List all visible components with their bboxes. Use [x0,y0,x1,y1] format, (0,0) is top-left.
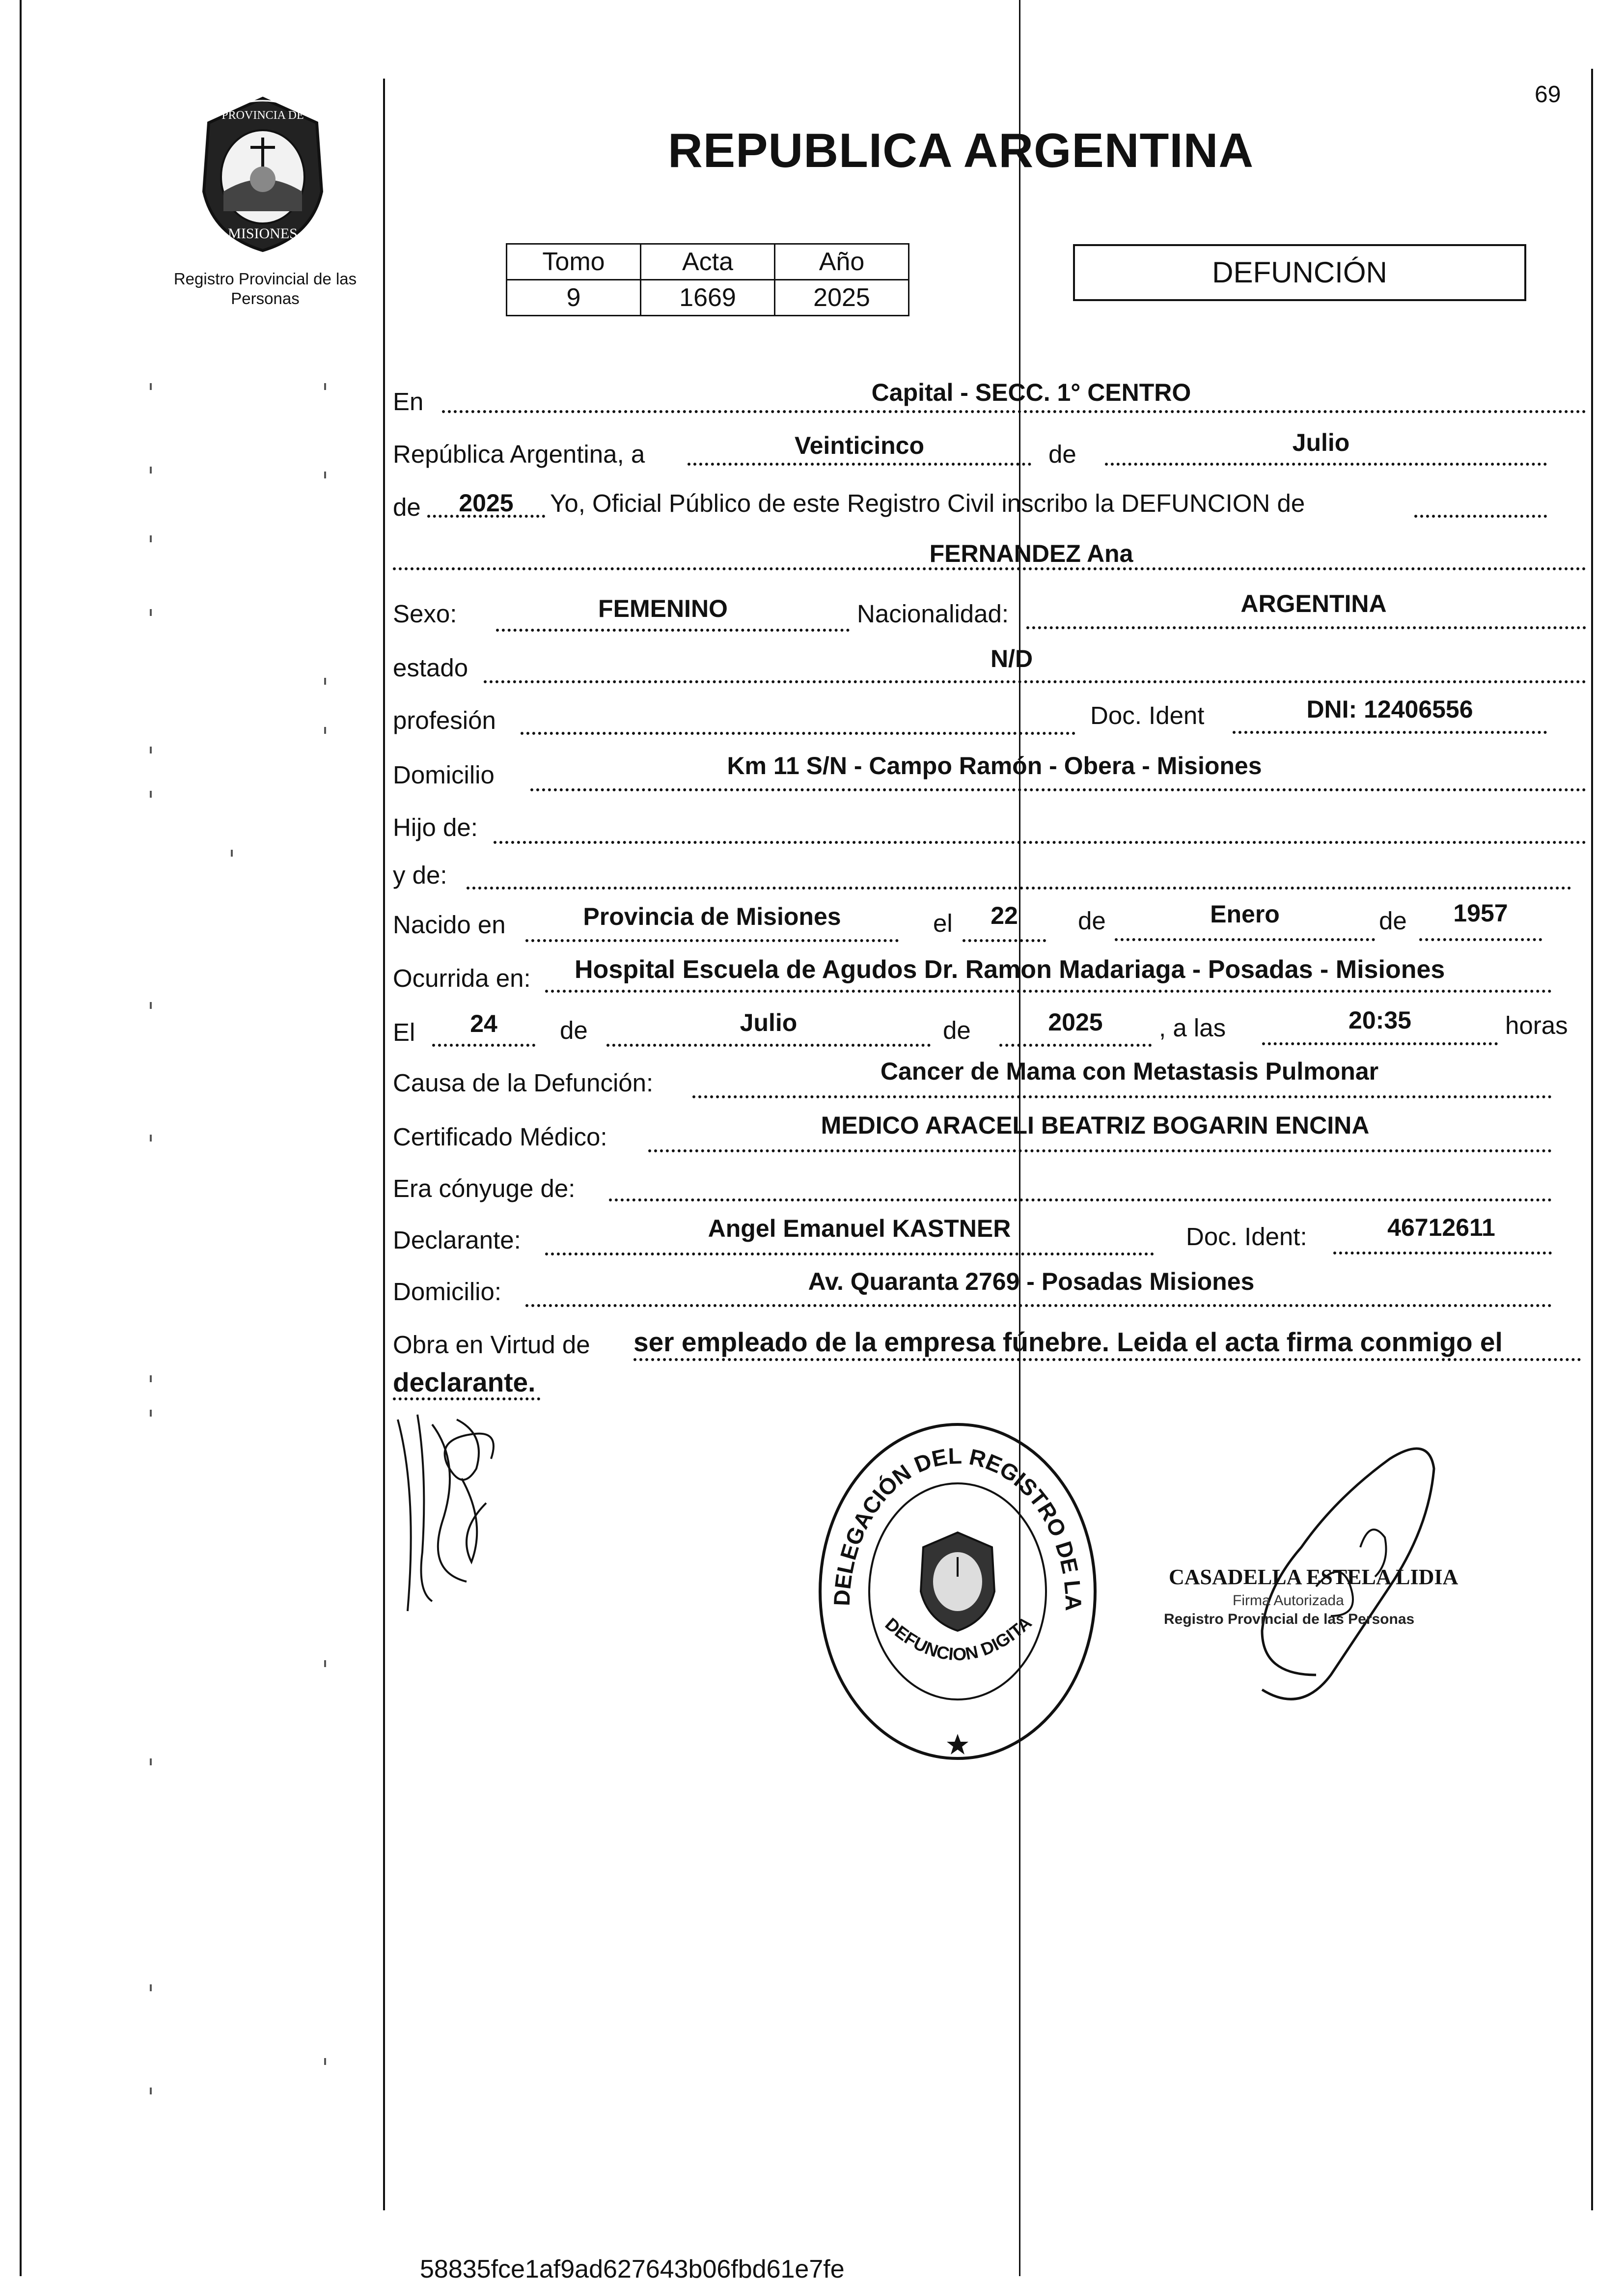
scan-speck [150,791,152,798]
estado-label: estado [393,654,468,682]
scan-speck [150,747,152,753]
nacionalidad-line [1026,626,1586,629]
header-acta: Acta [641,244,775,280]
yde-line [467,887,1571,890]
el-label: el [933,909,953,937]
muerte-mes: Julio [740,1009,798,1036]
domicilio-line [530,788,1586,791]
certificado-line [648,1149,1552,1152]
declarante-label: Declarante: [393,1226,521,1254]
nacido-label: Nacido en [393,911,506,939]
declarante-doc-value: 46712611 [1387,1214,1495,1241]
declarante-value: Angel Emanuel KASTNER [708,1215,1011,1242]
scan-speck [150,1135,152,1142]
causa-value: Cancer de Mama con Metastasis Pulmonar [880,1058,1379,1085]
domicilio2-label: Domicilio: [393,1278,502,1306]
muerte-de2: de [943,1016,971,1044]
yo-text: Yo, Oficial Público de este Registro Civil inscribo la DEFUNCION de [550,489,1305,517]
nacido-anio-line [1419,938,1542,941]
year-value: 2025 [459,489,514,517]
declarante-doc-line [1333,1252,1552,1254]
ocurrida-value: Hospital Escuela de Agudos Dr. Ramon Madariaga - Posadas - Misiones [575,955,1445,984]
estado-line [484,680,1586,683]
causa-label: Causa de la Defunción: [393,1069,654,1097]
scan-speck [231,850,233,857]
value-tomo: 9 [507,280,641,316]
de2-label: de [393,493,421,521]
nacido-mes: Enero [1210,900,1280,928]
nacionalidad-value: ARGENTINA [1240,590,1387,617]
muerte-dia: 24 [470,1010,497,1037]
obra-line [633,1358,1581,1361]
scan-speck [324,2058,326,2065]
profesion-line [521,732,1075,735]
value-acta: 1669 [641,280,775,316]
value-anio: 2025 [775,280,909,316]
stamp-inner-text: DEFUNCION DIGITA [881,1612,1036,1665]
muerte-hora: 20:35 [1349,1006,1411,1034]
certificado-value: MEDICO ARACELI BEATRIZ BOGARIN ENCINA [821,1112,1370,1139]
day-line [688,463,1031,466]
official-name: CASADELLA ESTELA LIDIA [1169,1565,1459,1589]
scan-speck [324,472,326,478]
obra-label: Obra en Virtud de [393,1331,590,1359]
header-anio: Año [775,244,909,280]
official-office: Registro Provincial de las Personas [1164,1611,1415,1627]
en-value: Capital - SECC. 1° CENTRO [871,379,1191,406]
registry-label: Registro Provincial de las Personas [173,270,357,307]
en-label: En [393,388,424,416]
domicilio2-value: Av. Quaranta 2769 - Posadas Misiones [808,1268,1255,1295]
sexo-line [496,629,850,632]
nacido-lugar-line [525,939,899,942]
yde-label: y de: [393,861,447,889]
deceased-name: FERNANDEZ Ana [929,540,1133,567]
declarante-doc-label: Doc. Ident: [1186,1223,1307,1251]
scan-speck [150,2088,152,2094]
muerte-mes-line [606,1044,931,1047]
scan-speck [150,1984,152,1991]
month-value: Julio [1292,429,1350,456]
scan-speck [150,1375,152,1382]
hora-line [1262,1042,1498,1045]
official-signature [1154,1400,1488,1754]
domicilio2-line [525,1304,1552,1307]
republica-label: República Argentina, a [393,440,645,468]
registry-stamp [810,1420,1105,1773]
form-left-rule [383,79,385,2210]
nacido-dia-line [963,939,1046,942]
scan-speck [150,383,152,390]
seal-text-top: PROVINCIA DE [221,109,304,122]
el2-label: El [393,1018,415,1046]
declarant-signature [388,1405,516,1621]
estado-value: N/D [990,645,1033,672]
day-word: Veinticinco [795,432,924,459]
scan-speck [324,383,326,390]
causa-line [692,1095,1552,1098]
muerte-de1: de [560,1016,588,1044]
left-margin-rule [20,0,22,2276]
document-type-box: DEFUNCIÓN [1073,244,1526,301]
nacido-de2: de [1379,907,1407,935]
yo-line [1414,515,1547,518]
declarante-line [545,1253,1154,1255]
page-title: REPUBLICA ARGENTINA [668,123,1254,177]
nacionalidad-label: Nacionalidad: [857,600,1009,628]
horas-label: horas [1505,1011,1568,1039]
nacido-de1: de [1078,907,1106,935]
province-seal [189,93,336,255]
conyuge-line [609,1198,1552,1201]
document-hash: 58835fce1af9ad627643b06fbd61e7fe [420,2255,845,2284]
official-role: Firma Autorizada [1233,1592,1344,1609]
conyuge-label: Era cónyuge de: [393,1174,576,1202]
doc-ident-label: Doc. Ident [1090,701,1205,729]
stamp-ring-text: DELEGACIÓN DEL REGISTRO DE LA [828,1443,1087,1612]
record-table [506,243,909,316]
scan-speck [324,678,326,685]
sexo-label: Sexo: [393,600,457,628]
nacido-dia: 22 [991,902,1018,929]
nacido-anio: 1957 [1453,899,1508,927]
scan-speck [150,1002,152,1009]
month-line [1105,463,1547,466]
right-margin-rule [1591,69,1593,2210]
alas-label: , a las [1159,1014,1226,1042]
domicilio-value: Km 11 S/N - Campo Ramón - Obera - Misiones [727,752,1262,780]
obra-value-2: declarante. [393,1367,536,1397]
nacido-mes-line [1115,938,1375,941]
hijo-label: Hijo de: [393,813,478,841]
ocurrida-line [545,990,1552,993]
scan-speck [150,467,152,474]
en-line [442,410,1586,413]
profesion-label: profesión [393,706,496,734]
scan-speck [150,1758,152,1765]
sexo-value: FEMENINO [598,595,728,622]
domicilio-label: Domicilio [393,761,495,789]
de-label: de [1048,440,1076,468]
certificado-label: Certificado Médico: [393,1123,607,1151]
doc-ident-line [1233,731,1547,734]
hijo-line [494,841,1586,844]
muerte-dia-line [432,1044,535,1047]
obra-value-1: ser empleado de la empresa fúnebre. Leida el acta firma conmigo el [633,1327,1503,1357]
header-tomo: Tomo [507,244,641,280]
muerte-anio: 2025 [1048,1008,1103,1036]
scan-speck [324,1660,326,1667]
obra-line-2 [393,1397,540,1400]
ocurrida-label: Ocurrida en: [393,964,531,992]
nacido-lugar: Provincia de Misiones [583,903,841,930]
muerte-anio-line [999,1044,1152,1047]
page-number: 69 [1535,82,1561,108]
seal-text-bottom: MISIONES [228,225,298,242]
scan-speck [324,727,326,734]
scan-speck [150,535,152,542]
scan-speck [150,1410,152,1417]
doc-ident-value: DNI: 12406556 [1306,696,1473,723]
scan-speck [150,609,152,616]
